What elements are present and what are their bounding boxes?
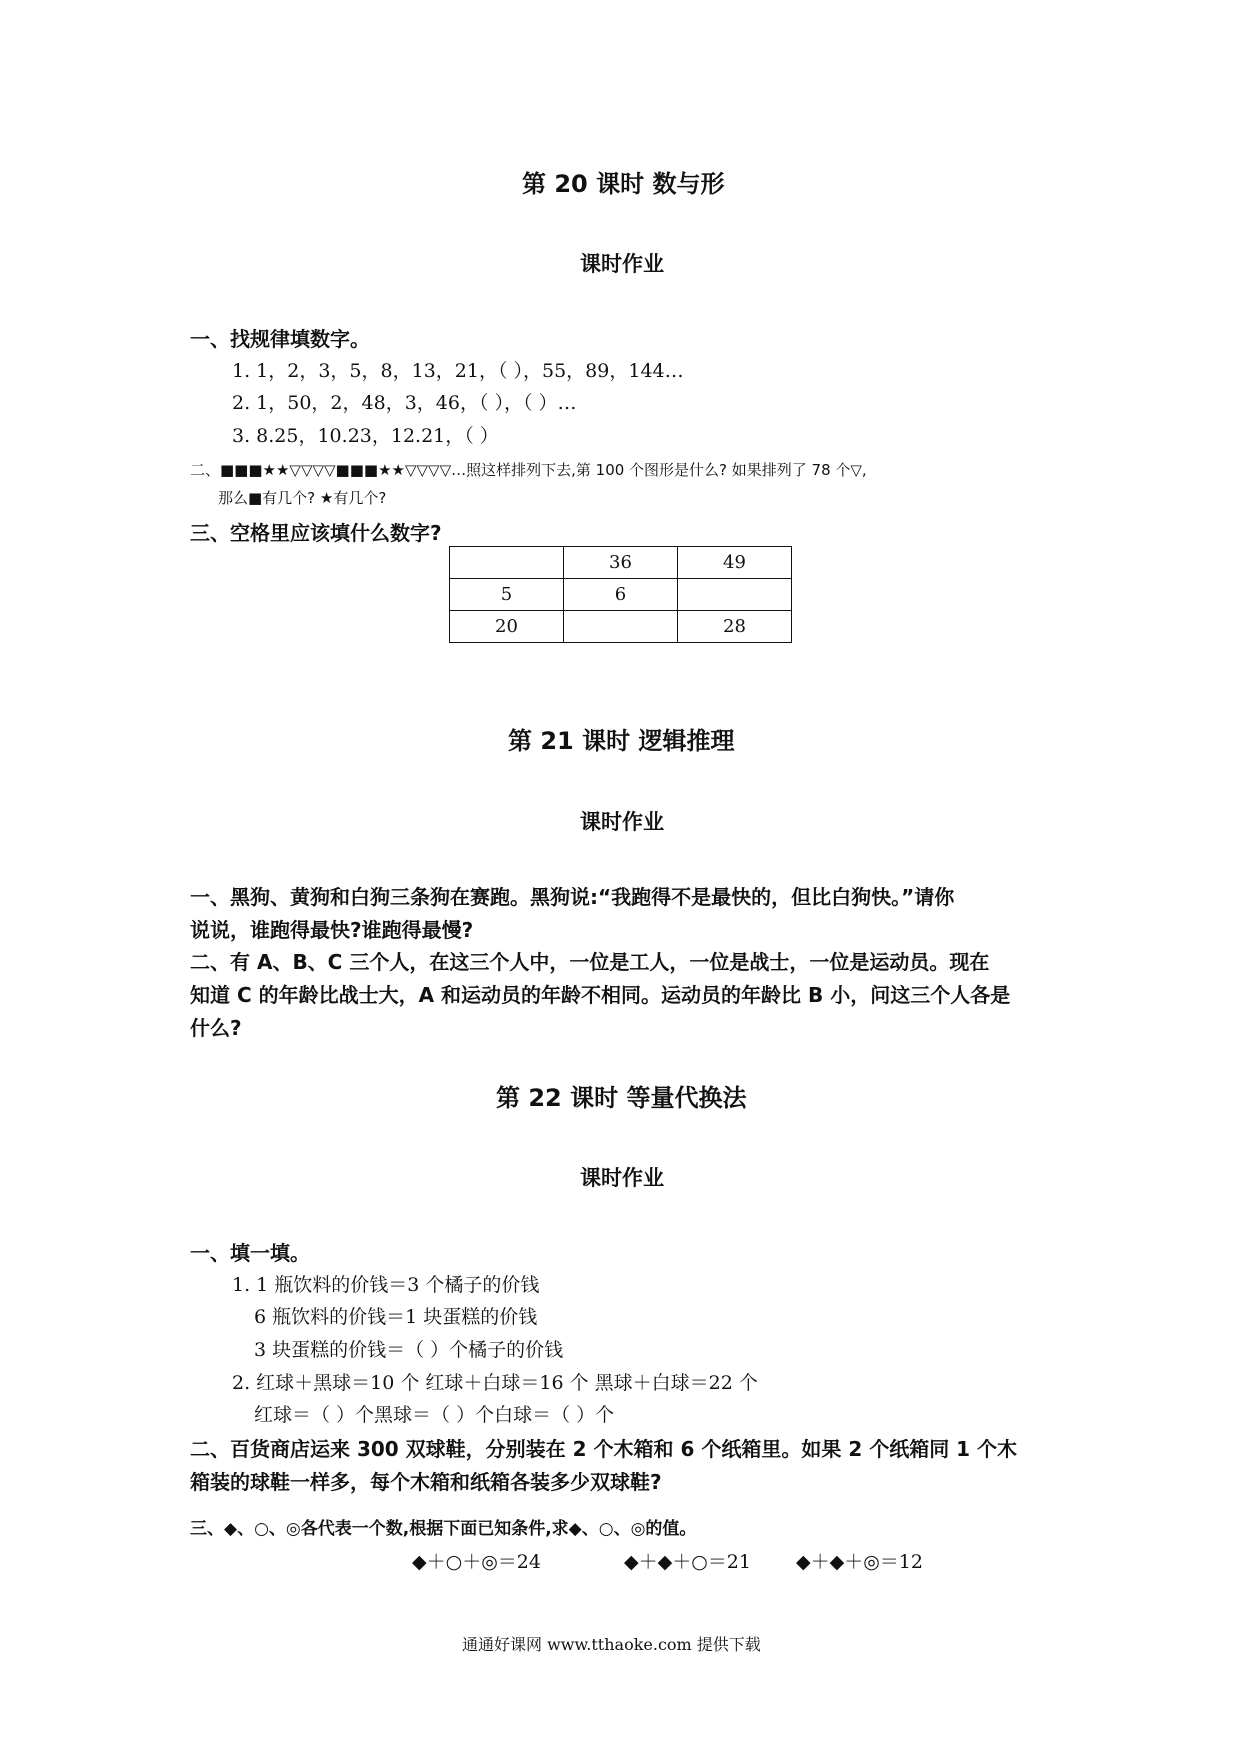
- page-footer: 通通好课网 www.tthaoke.com 提供下载: [462, 1635, 761, 1654]
- lesson22-q1-item1-line-3: 3 块蛋糕的价钱＝（ ）个橘子的价钱: [254, 1339, 564, 1361]
- lesson20-q2-line-2: 那么■有几个? ★有几个?: [218, 489, 387, 507]
- lesson20-q1-item-1: 1. 1，2，3，5，8，13，21，（ ），55，89，144…: [232, 360, 684, 382]
- table-row: [450, 579, 792, 611]
- lesson22-q3-line-1: 三、◆、○、◎各代表一个数,根据下面已知条件,求◆、○、◎的值。: [190, 1519, 697, 1539]
- lesson22-q2-line-1: 二、百货商店运来 300 双球鞋，分别装在 2 个木箱和 6 个纸箱里。如果 2 个纸箱同 1 个木: [190, 1437, 1018, 1461]
- table-cell: 28: [678, 611, 792, 643]
- number-grid-table: [449, 546, 792, 643]
- lesson20-q2-line-1: 二、■■■★★▽▽▽▽■■■★★▽▽▽▽…照这样排列下去,第 100 个图形是什么? 如果排列了 78 个▽,: [190, 461, 867, 479]
- table-cell: 20: [450, 611, 564, 643]
- lesson22-q1-item1-line-1: 1. 1 瓶饮料的价钱＝3 个橘子的价钱: [232, 1274, 540, 1296]
- table-cell: [678, 579, 792, 611]
- lesson20-q1-heading: 一、找规律填数字。: [190, 327, 370, 351]
- lesson21-q1-line-2: 说说，谁跑得最快?谁跑得最慢?: [190, 918, 474, 942]
- table-cell: 5: [450, 579, 564, 611]
- lesson20-subtitle: 课时作业: [580, 252, 664, 276]
- table-cell: [564, 611, 678, 643]
- lesson21-q2-line-2: 知道 C 的年龄比战士大，A 和运动员的年龄不相同。运动员的年龄比 B 小，问这三个人各是: [190, 983, 1011, 1007]
- lesson22-q1-item2-line-1: 2. 红球＋黑球＝10 个 红球＋白球＝16 个 黑球＋白球＝22 个: [232, 1372, 758, 1394]
- lesson22-q3-equation-2: ◆＋◆＋○＝21: [624, 1551, 751, 1573]
- table-cell: 49: [678, 547, 792, 579]
- table-row: [450, 611, 792, 643]
- lesson20-q1-item-3: 3. 8.25，10.23，12.21，（ ）: [232, 425, 499, 447]
- lesson21-subtitle: 课时作业: [580, 810, 664, 834]
- lesson21-q1-line-1: 一、黑狗、黄狗和白狗三条狗在赛跑。黑狗说:“我跑得不是最快的，但比白狗快。”请你: [190, 885, 955, 909]
- lesson22-q3-equation-1: ◆＋○＋◎＝24: [412, 1551, 541, 1573]
- lesson21-title: 第 21 课时 逻辑推理: [508, 727, 735, 755]
- table-cell: 36: [564, 547, 678, 579]
- table-cell: [450, 547, 564, 579]
- lesson22-q1-item1-line-2: 6 瓶饮料的价钱＝1 块蛋糕的价钱: [254, 1306, 538, 1328]
- lesson21-q2-line-1: 二、有 A、B、C 三个人，在这三个人中，一位是工人，一位是战士，一位是运动员。现在: [190, 950, 990, 974]
- lesson20-q3-heading: 三、空格里应该填什么数字?: [190, 521, 442, 545]
- lesson22-q2-line-2: 箱装的球鞋一样多，每个木箱和纸箱各装多少双球鞋?: [190, 1470, 662, 1494]
- table-cell: 6: [564, 579, 678, 611]
- lesson22-title: 第 22 课时 等量代换法: [496, 1084, 747, 1112]
- table-row: [450, 547, 792, 579]
- lesson20-q1-item-2: 2. 1，50，2，48，3，46，（ ），（ ）…: [232, 392, 577, 414]
- lesson20-title: 第 20 课时 数与形: [522, 170, 725, 198]
- lesson22-subtitle: 课时作业: [580, 1166, 664, 1190]
- lesson22-q1-heading: 一、填一填。: [190, 1241, 310, 1265]
- lesson22-q3-equation-3: ◆＋◆＋◎＝12: [796, 1551, 923, 1573]
- lesson22-q1-item2-line-2: 红球＝（ ）个黑球＝（ ）个白球＝（ ）个: [254, 1404, 615, 1426]
- lesson21-q2-line-3: 什么?: [190, 1016, 242, 1040]
